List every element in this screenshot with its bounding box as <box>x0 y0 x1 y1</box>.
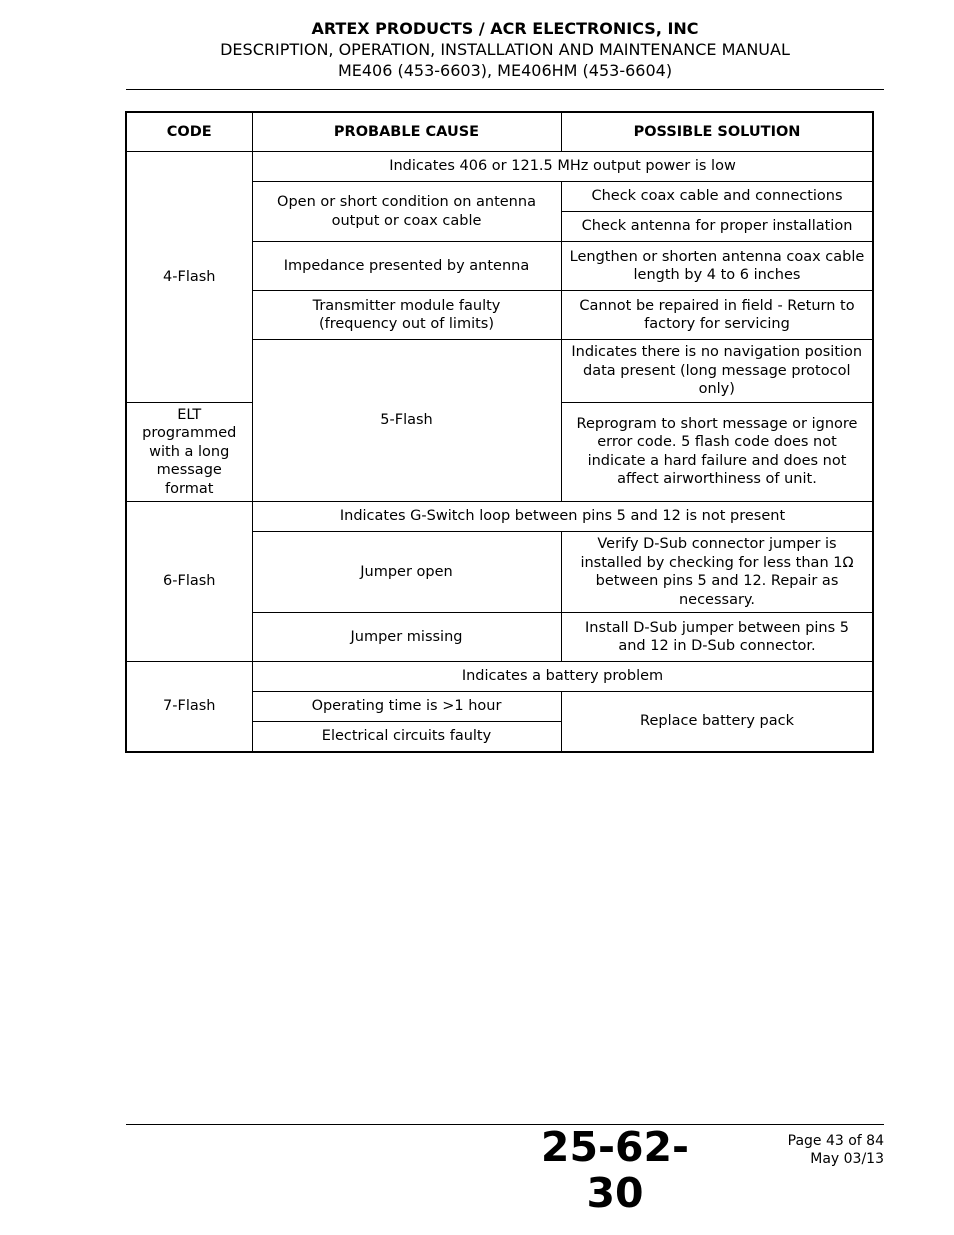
code-cell: 5-Flash <box>252 340 561 502</box>
cause-cell: Jumper missing <box>252 613 561 662</box>
cause-cell <box>252 291 561 340</box>
cause-line: Transmitter module faulty <box>312 297 501 314</box>
column-header-solution: POSSIBLE SOLUTION <box>561 112 873 152</box>
code-cell: 4-Flash <box>126 152 252 403</box>
table-row <box>126 502 873 532</box>
cause-cell: Open or short condition on antenna output or coax cable <box>252 182 561 242</box>
cause-cell: Operating time is >1 hour <box>252 692 561 722</box>
page-info <box>788 1132 884 1168</box>
cause-cell: ELT programmed with a long message format <box>126 402 252 502</box>
solution-cell: Check antenna for proper installation <box>561 212 873 242</box>
manual-title: DESCRIPTION, OPERATION, INSTALLATION AND MAINTENANCE MANUAL <box>220 40 790 59</box>
company-name: ARTEX PRODUCTS / ACR ELECTRONICS, INC <box>311 19 699 38</box>
table-row <box>126 662 873 692</box>
table-row <box>126 152 873 182</box>
document-number: 25-62-30 <box>540 1123 690 1217</box>
summary-cell: Indicates 406 or 121.5 MHz output power is low <box>252 152 873 182</box>
table-header-row <box>126 112 873 152</box>
revision-date: May 03/13 <box>810 1151 884 1167</box>
solution-cell: Check coax cable and connections <box>561 182 873 212</box>
summary-cell: Indicates a battery problem <box>252 662 873 692</box>
page-number: Page 43 of 84 <box>787 1133 884 1149</box>
cause-line: (frequency out of limits) <box>318 316 495 332</box>
page-header <box>126 18 884 81</box>
solution-cell: Replace battery pack <box>561 692 873 752</box>
summary-cell: Indicates there is no navigation position data present (long message protocol only) <box>561 340 873 403</box>
solution-cell: Reprogram to short message or ignore error code. 5 flash code does not indicate a hard failure and does not affect airworthiness of unit. <box>561 402 873 502</box>
solution-cell: Verify D-Sub connector jumper is installed by checking for less than 1Ω between pins 5 and 12. Repair as necessary. <box>561 532 873 613</box>
model-numbers: ME406 (453-6603), ME406HM (453-6604) <box>337 61 673 80</box>
solution-cell: Install D-Sub jumper between pins 5 and 12 in D-Sub connector. <box>561 613 873 662</box>
cause-cell: Electrical circuits faulty <box>252 722 561 752</box>
column-header-code: CODE <box>126 112 252 152</box>
solution-cell: Lengthen or shorten antenna coax cable length by 4 to 6 inches <box>561 242 873 291</box>
column-header-cause: PROBABLE CAUSE <box>252 112 561 152</box>
footer-divider <box>126 1124 884 1125</box>
cause-cell: Jumper open <box>252 532 561 613</box>
code-cell: 6-Flash <box>126 502 252 662</box>
troubleshooting-table <box>125 111 874 753</box>
header-divider <box>126 89 884 90</box>
summary-cell: Indicates G-Switch loop between pins 5 and 12 is not present <box>252 502 873 532</box>
solution-cell: Cannot be repaired in field - Return to factory for servicing <box>561 291 873 340</box>
code-cell: 7-Flash <box>126 662 252 752</box>
cause-cell: Impedance presented by antenna <box>252 242 561 291</box>
